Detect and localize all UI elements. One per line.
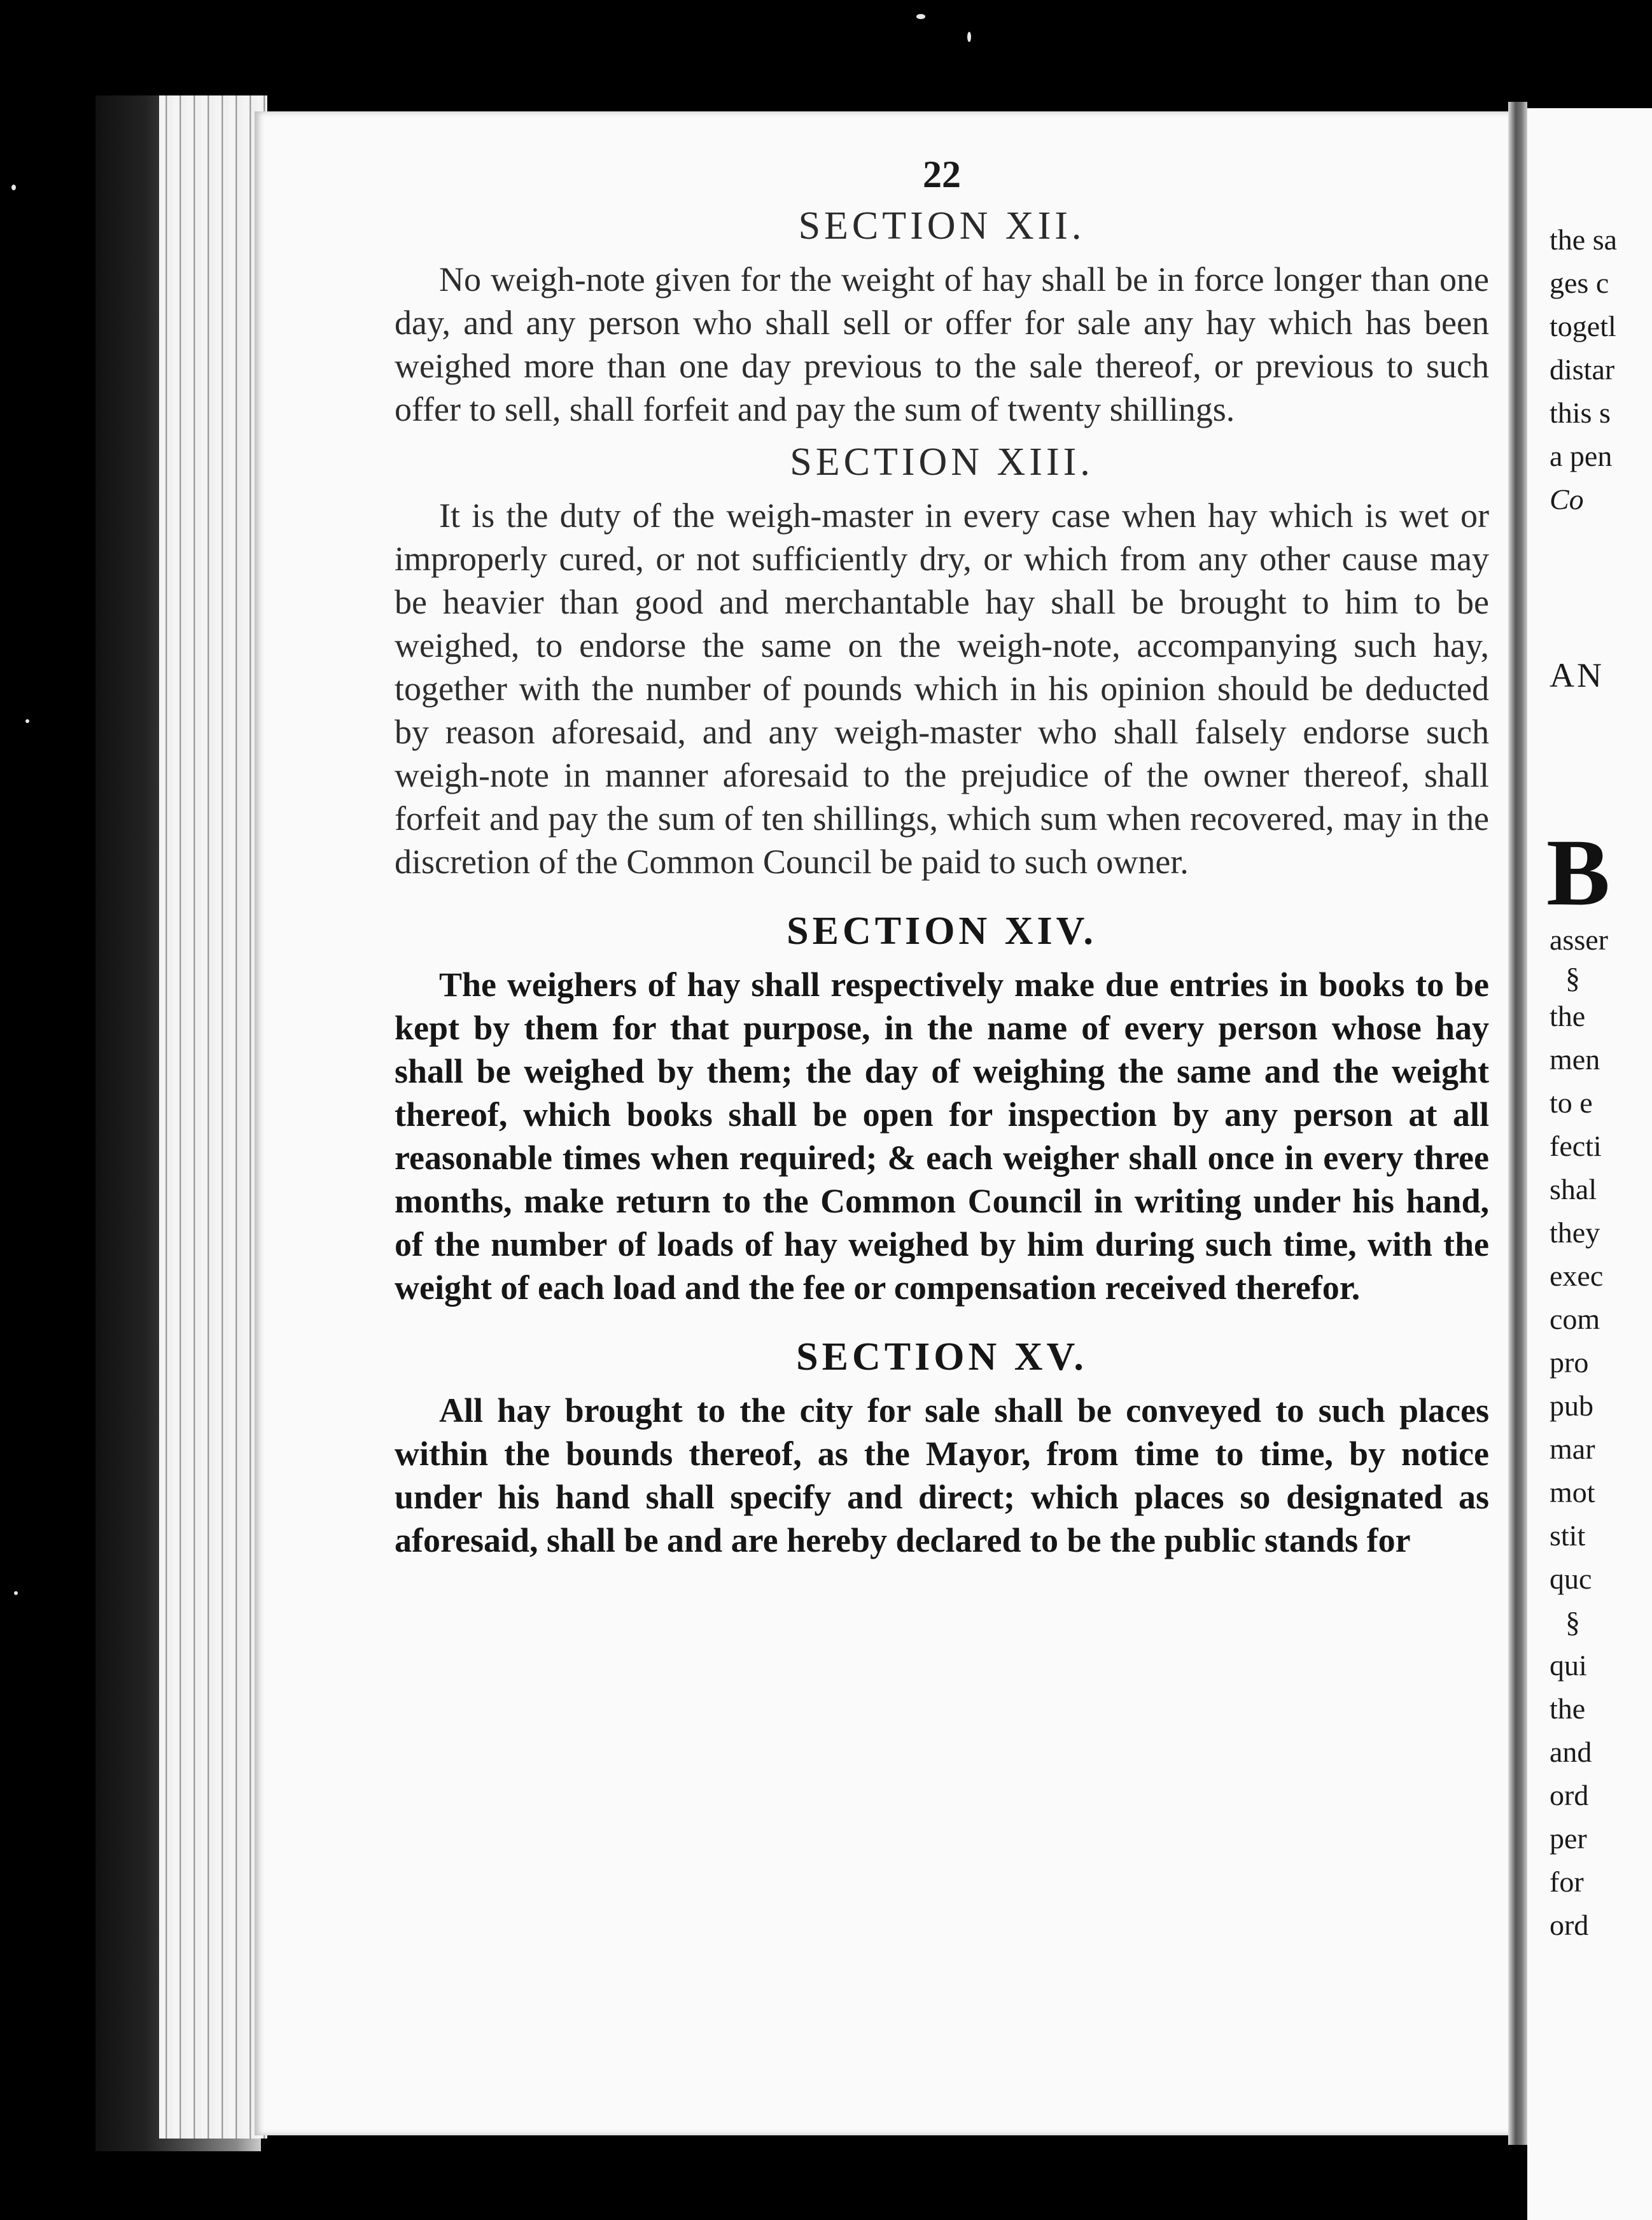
facing-line: shal [1550,1173,1597,1205]
facing-line: quc [1550,1563,1592,1595]
facing-line: this s [1550,397,1611,429]
scan-speck [967,32,971,42]
scan-speck [14,1591,18,1595]
page-number: 22 [923,153,961,195]
book-gutter [1508,102,1527,2145]
facing-line: fecti [1550,1130,1602,1162]
section-title-xii: SECTION XII. [798,204,1086,248]
facing-line: § [1565,962,1580,994]
page-edges [159,95,267,2139]
facing-heading: AN [1550,656,1604,694]
section-text-xv: All hay brought to the city for sale shall be conveyed to such places within the bounds thereof, as the Mayor, from time to time, by notice under his hand shall specify and direct; which places so designated as aforesaid, shall be and are hereby declared to be the public stands for [395,1391,1489,1559]
facing-line: the [1550,1000,1586,1032]
facing-line: the sa [1550,223,1618,256]
facing-line: pub [1550,1389,1593,1422]
section-title-xiii: SECTION XIII. [790,440,1094,484]
facing-line: asser [1550,924,1608,956]
section-text-xii: No weigh-note given for the weight of hay shall be in force longer than one day, and any person who shall sell or offer for sale any hay which has been weighed more than one day previous to the sale thereof, or previous to such offer to sell, shall forfeit and pay the sum of twenty shillings. [395,260,1489,428]
scan-speck [25,719,29,723]
facing-line: togetl [1550,310,1616,342]
section-text-xiii: It is the duty of the weigh-master in every case when hay which is wet or improperly cured, or not sufficiently dry, or which from any other cause may be heavier than good and merchantable hay shall be brought to him to be weighed, to endorse the same on the weigh-note, accompanying such hay, together with the number of pounds which in his opinion should be deducted by reason aforesaid, and any weigh-master who shall falsely endorse such weigh-note in manner aforesaid to the prejudice of the owner thereof, shall forfeit and pay the sum of ten shillings, which sum when recovered, may in the discretion of the Common Council be paid to such owner. [395,496,1489,881]
facing-line: they [1550,1216,1600,1249]
facing-drop-cap: B [1546,820,1611,925]
facing-line: distar [1550,353,1615,386]
facing-line: to e [1550,1086,1593,1119]
facing-line: a pen [1550,440,1613,472]
facing-line: com [1550,1303,1600,1335]
scan-speck [11,185,16,190]
facing-line: stit [1550,1519,1586,1552]
section-title-xiv: SECTION XIV. [787,910,1097,953]
facing-page [1527,108,1652,2220]
facing-line: ord [1550,1909,1589,1941]
facing-line: mar [1550,1433,1595,1465]
facing-line: and [1550,1736,1592,1768]
facing-line: men [1550,1043,1600,1076]
facing-line: per [1550,1822,1587,1855]
section-title-xv: SECTION XV. [796,1335,1088,1379]
facing-line: pro [1550,1346,1589,1379]
facing-line: ges c [1550,267,1609,299]
facing-line: ord [1550,1779,1589,1811]
scan-speck [916,14,925,19]
facing-line: exec [1550,1260,1604,1292]
facing-line: mot [1550,1476,1595,1508]
facing-line: qui [1550,1649,1587,1682]
facing-line: Co [1550,483,1584,516]
section-text-xiv: The weighers of hay shall respectively make due entries in books to be kept by them for that purpose, in the name of every person whose hay shall be weighed by them; the day of weighing the same and the weight thereof, which books shall be open for inspection by any person at all reasonable times when required; & each weigher shall once in every three months, make return to the Common Council in writing under his hand, of the number of loads of hay weighed by him during such time, with the weight of each load and the fee or compensation received therefor. [395,966,1489,1307]
facing-line: for [1550,1865,1584,1898]
page-content [395,204,1489,1562]
facing-line: § [1565,1606,1580,1638]
facing-line: the [1550,1692,1586,1725]
